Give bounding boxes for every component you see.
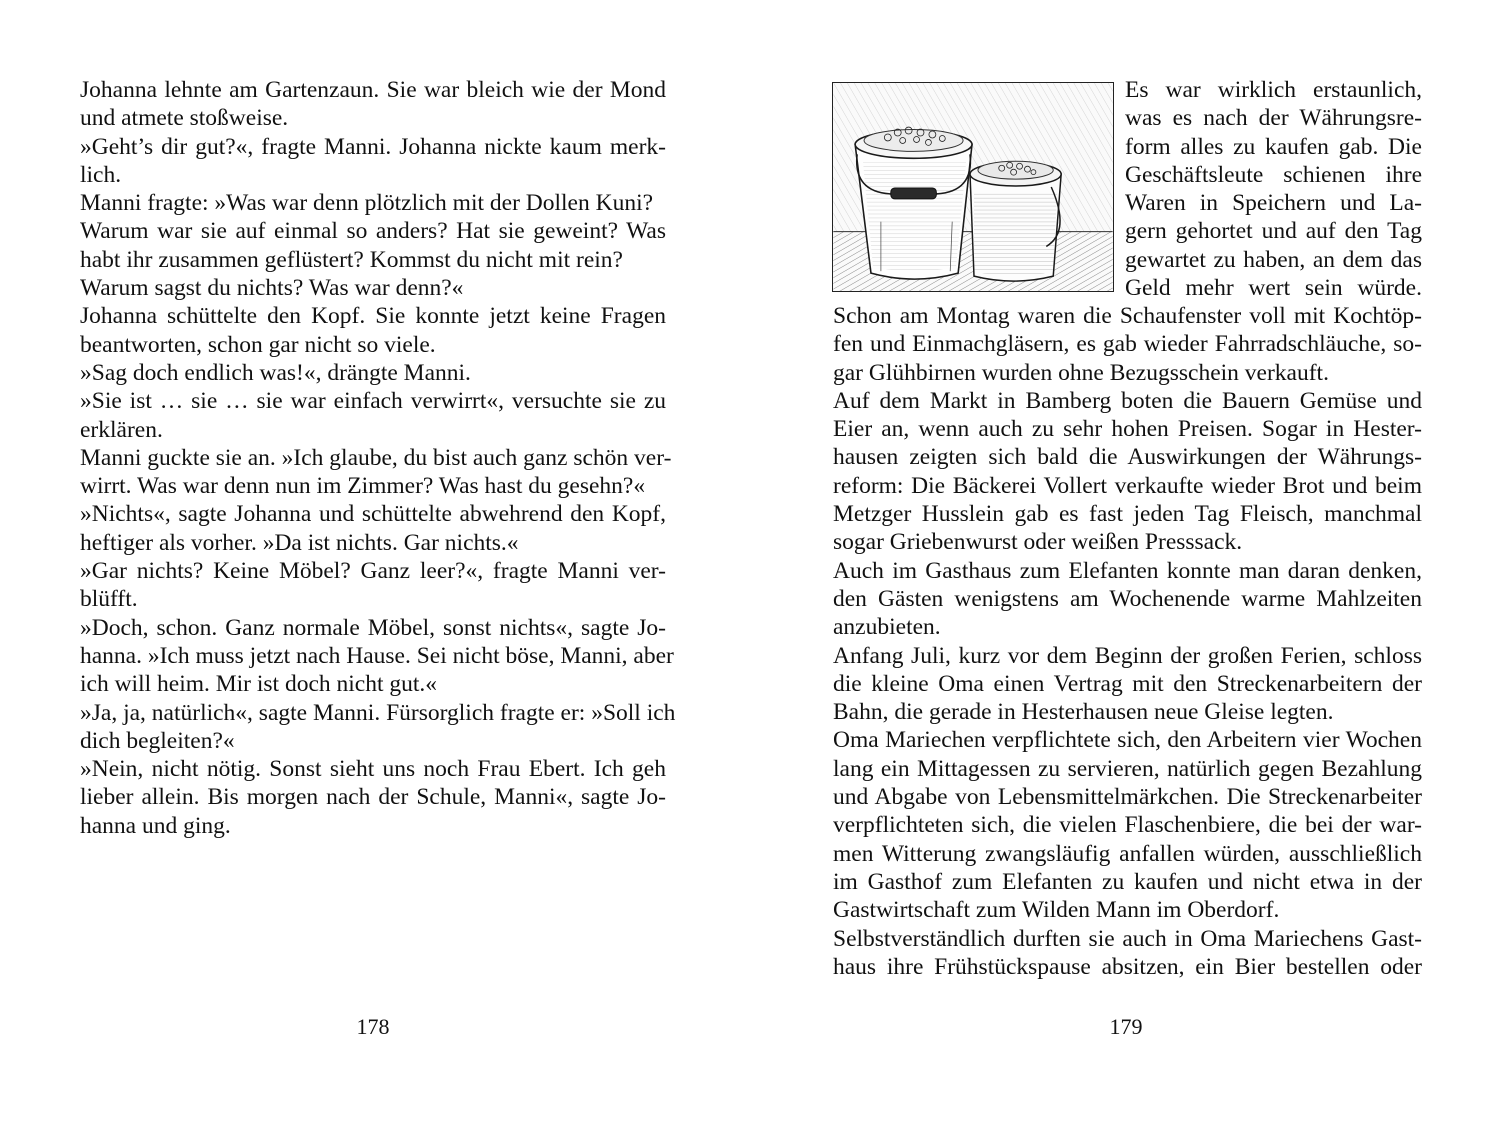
text-line: »Gar nichts? Keine Möbel? Ganz leer?«, fragte Manni ver- [80, 558, 666, 585]
left-page-text [80, 76, 676, 840]
right-page-main-text [833, 302, 1422, 981]
text-line: was es nach der Währungsre- [1125, 105, 1422, 132]
text-line: reform: Die Bäckerei Vollert verkaufte wieder Brot und beim [833, 472, 1422, 499]
left-page-number: 178 [356, 1014, 390, 1039]
text-line: »Geht’s dir gut?«, fragte Manni. Johanna nickte kaum merk- [80, 133, 666, 160]
text-line: Metzger Husslein gab es fast jeden Tag Fleisch, manchmal [833, 501, 1422, 528]
text-line: Manni fragte: »Was war denn plötzlich mit der Dollen Kuni? [80, 190, 654, 217]
text-line: »Sag doch endlich was!«, drängte Manni. [80, 359, 471, 386]
text-line: heftiger als vorher. »Da ist nichts. Gar nichts.« [80, 529, 519, 556]
text-line: fen und Einmachgläsern, es gab wieder Fahrradschläuche, so- [833, 331, 1422, 358]
text-line: hanna. »Ich muss jetzt nach Hause. Sei nicht böse, Manni, aber [80, 642, 674, 669]
text-line: Manni guckte sie an. »Ich glaube, du bist auch ganz schön ver- [80, 444, 672, 471]
text-line: Geschäftsleute schienen ihre [1125, 161, 1422, 188]
text-line: Auch im Gasthaus zum Elefanten konnte man daran denken, [833, 557, 1422, 584]
text-line: »Nichts«, sagte Johanna und schüttelte abwehrend den Kopf, [80, 501, 666, 528]
text-line: die kleine Oma einen Vertrag mit den Streckenarbeitern der [833, 670, 1422, 697]
text-line: wirrt. Was war denn nun im Zimmer? Was hast du gesehn?« [80, 473, 646, 500]
text-line: und Abgabe von Lebensmittelmärkchen. Die Streckenarbeiter [833, 784, 1422, 811]
text-line: hanna und ging. [80, 812, 231, 839]
right-page-number: 179 [1109, 1014, 1143, 1039]
text-line: Johanna lehnte am Gartenzaun. Sie war bleich wie der Mond [80, 77, 666, 103]
text-line: hausen zeigten sich bald die Auswirkungen der Währungs- [833, 444, 1422, 471]
right-page-top-text [1125, 76, 1422, 302]
text-line: Warum war sie auf einmal so anders? Hat sie geweint? Was [80, 218, 666, 245]
text-line: »Ja, ja, natürlich«, sagte Manni. Fürsorglich fragte er: »Soll ich [80, 699, 676, 726]
buckets-drawing [833, 83, 1113, 291]
text-line: Selbstverständlich durften sie auch in Oma Mariechens Gast- [833, 925, 1422, 952]
text-line: anzubieten. [833, 614, 941, 641]
text-line: Eier an, wenn auch zu sehr hohen Preisen. Sogar in Hester- [833, 416, 1422, 443]
text-line: Oma Mariechen verpflichtete sich, den Arbeitern vier Wochen [833, 727, 1422, 754]
text-line: haus ihre Frühstückspause absitzen, ein Bier bestellen oder [833, 953, 1422, 980]
text-line: gern gehortet und auf den Tag [1125, 218, 1422, 245]
text-line: men Witterung zwangsläufig anfallen würden, ausschließlich [833, 840, 1422, 867]
text-line: Bahn, die gerade in Hesterhausen neue Gleise legten. [833, 699, 1334, 726]
text-line: verpflichteten sich, die vielen Flaschenbiere, die bei der war- [833, 812, 1422, 839]
text-line: form alles zu kaufen gab. Die [1125, 133, 1422, 160]
text-line: habt ihr zusammen geflüstert? Kommst du nicht mit rein? [80, 246, 623, 273]
text-line: Auf dem Markt in Bamberg boten die Bauern Gemüse und [833, 387, 1422, 414]
text-line: »Sie ist … sie … sie war einfach verwirrt«, versuchte sie zu [80, 388, 666, 415]
text-line: Geld mehr wert sein würde. [1125, 275, 1422, 302]
text-line: lich. [80, 161, 122, 188]
text-line: »Nein, nicht nötig. Sonst sieht uns noch Frau Ebert. Ich geh [80, 756, 666, 783]
text-line: dich begleiten?« [80, 727, 235, 754]
text-line: Waren in Speichern und La- [1125, 190, 1422, 217]
text-line: »Doch, schon. Ganz normale Möbel, sonst nichts«, sagte Jo- [80, 614, 666, 641]
text-line: beantworten, schon gar nicht so viele. [80, 331, 436, 358]
text-line: im Gasthof zum Elefanten zu kaufen und nicht etwa in der [833, 868, 1422, 895]
buckets-illustration [832, 82, 1114, 292]
text-line: blüfft. [80, 586, 138, 613]
text-line: Es war wirklich erstaunlich, [1125, 77, 1422, 103]
text-line: sogar Griebenwurst oder weißen Presssack. [833, 529, 1243, 556]
text-line: lang ein Mittagessen zu servieren, natürlich gegen Bezahlung [833, 755, 1422, 782]
text-line: Johanna schüttelte den Kopf. Sie konnte jetzt keine Fragen [80, 303, 666, 330]
text-line: und atmete stoßweise. [80, 105, 289, 132]
text-line: den Gästen wenigstens am Wochenende warme Mahlzeiten [833, 585, 1422, 612]
text-line: ich will heim. Mir ist doch nicht gut.« [80, 671, 438, 698]
text-line: lieber allein. Bis morgen nach der Schule, Manni«, sagte Jo- [80, 784, 666, 811]
text-line: gar Glühbirnen wurden ohne Bezugsschein verkauft. [833, 359, 1329, 386]
text-line: gewartet zu haben, an dem das [1125, 246, 1422, 273]
text-line: Schon am Montag waren die Schaufenster voll mit Kochtöp- [833, 303, 1422, 329]
text-line: Gastwirtschaft zum Wilden Mann im Oberdorf. [833, 897, 1280, 924]
text-line: Anfang Juli, kurz vor dem Beginn der großen Ferien, schloss [833, 642, 1422, 669]
text-line: Warum sagst du nichts? Was war denn?« [80, 275, 464, 302]
text-line: erklären. [80, 416, 163, 443]
